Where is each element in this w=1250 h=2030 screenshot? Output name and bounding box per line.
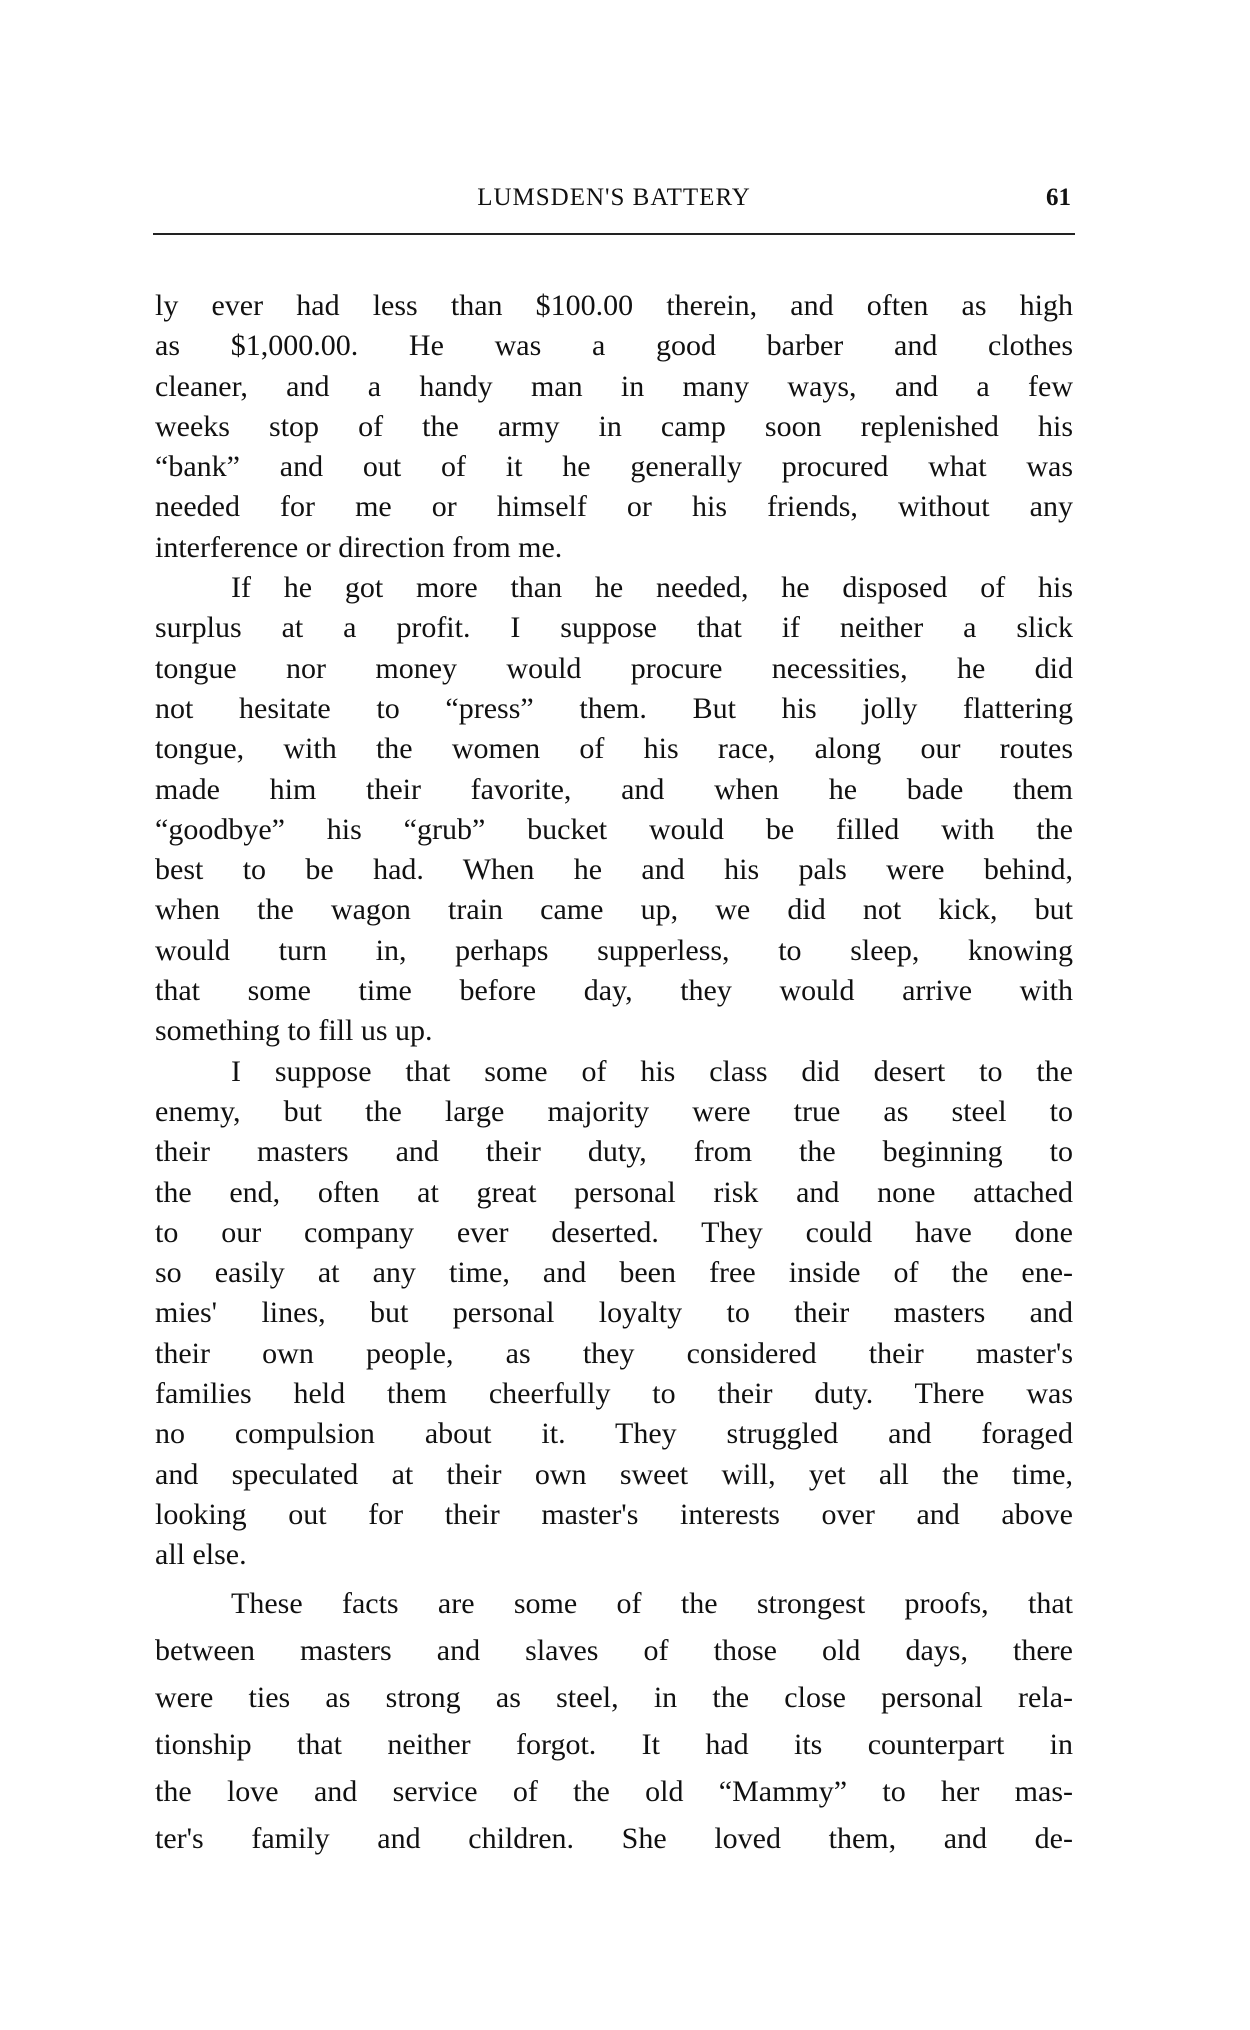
text-line: tionship that neither forgot. It had its counterpart in	[155, 1728, 1073, 1761]
text-line: ter's family and children. She loved them, and de-	[155, 1822, 1073, 1855]
text-line: between masters and slaves of those old days, there	[155, 1634, 1073, 1667]
text-line: “bank” and out of it he generally procured what was	[155, 450, 1073, 484]
text-line: the end, often at great personal risk and none attached	[155, 1175, 1073, 1209]
text-line: interference or direction from me.	[155, 530, 563, 564]
paragraph	[155, 286, 1073, 568]
text-line: surplus at a profit. I suppose that if neither a slick	[155, 611, 1073, 645]
text-line: so easily at any time, and been free inside of the ene-	[155, 1256, 1073, 1290]
paragraph	[155, 1052, 1073, 1576]
running-title: LUMSDEN'S BATTERY	[477, 184, 751, 211]
paragraph	[155, 1580, 1073, 1862]
text-line: as $1,000.00. He was a good barber and clothes	[155, 329, 1073, 363]
body-text-wide-spaced	[155, 1580, 1073, 1862]
text-line: best to be had. When he and his pals were behind,	[155, 853, 1073, 887]
text-line: to our company ever deserted. They could have done	[155, 1215, 1073, 1249]
text-line: These facts are some of the strongest proofs, that	[231, 1587, 1073, 1620]
text-line: looking out for their master's interests over and above	[155, 1497, 1073, 1531]
text-line: tongue, with the women of his race, along our routes	[155, 732, 1073, 766]
text-line: enemy, but the large majority were true as steel to	[155, 1094, 1073, 1128]
text-line: mies' lines, but personal loyalty to their masters and	[155, 1296, 1073, 1330]
text-line: something to fill us up.	[155, 1014, 433, 1048]
text-line: tongue nor money would procure necessities, he did	[155, 651, 1073, 685]
text-line: I suppose that some of his class did desert to the	[231, 1054, 1073, 1088]
header-rule	[153, 233, 1075, 235]
text-line: not hesitate to “press” them. But his jolly flattering	[155, 691, 1073, 725]
text-line: their own people, as they considered their master's	[155, 1336, 1073, 1370]
text-line: all else.	[155, 1538, 247, 1572]
text-line: and speculated at their own sweet will, yet all the time,	[155, 1457, 1073, 1491]
text-line: the love and service of the old “Mammy” to her mas-	[155, 1775, 1073, 1808]
text-line: made him their favorite, and when he bade them	[155, 772, 1073, 806]
text-line: families held them cheerfully to their duty. There was	[155, 1377, 1073, 1411]
text-line: weeks stop of the army in camp soon replenished his	[155, 409, 1073, 443]
running-header	[155, 184, 1073, 220]
body-text-single-spaced	[155, 286, 1073, 1576]
text-line: when the wagon train came up, we did not kick, but	[155, 893, 1073, 927]
text-line: were ties as strong as steel, in the close personal rela-	[155, 1681, 1073, 1714]
text-line: “goodbye” his “grub” bucket would be filled with the	[155, 812, 1073, 846]
text-line: If he got more than he needed, he disposed of his	[231, 571, 1073, 605]
text-line: no compulsion about it. They struggled and foraged	[155, 1417, 1073, 1451]
text-line: would turn in, perhaps supperless, to sleep, knowing	[155, 933, 1073, 967]
text-line: cleaner, and a handy man in many ways, and a few	[155, 369, 1073, 403]
text-line: their masters and their duty, from the beginning to	[155, 1135, 1073, 1169]
text-line: needed for me or himself or his friends, without any	[155, 490, 1073, 524]
paragraph	[155, 568, 1073, 1052]
page-number: 61	[1046, 184, 1071, 211]
text-line: ly ever had less than $100.00 therein, and often as high	[155, 289, 1073, 322]
text-line: that some time before day, they would arrive with	[155, 974, 1073, 1008]
